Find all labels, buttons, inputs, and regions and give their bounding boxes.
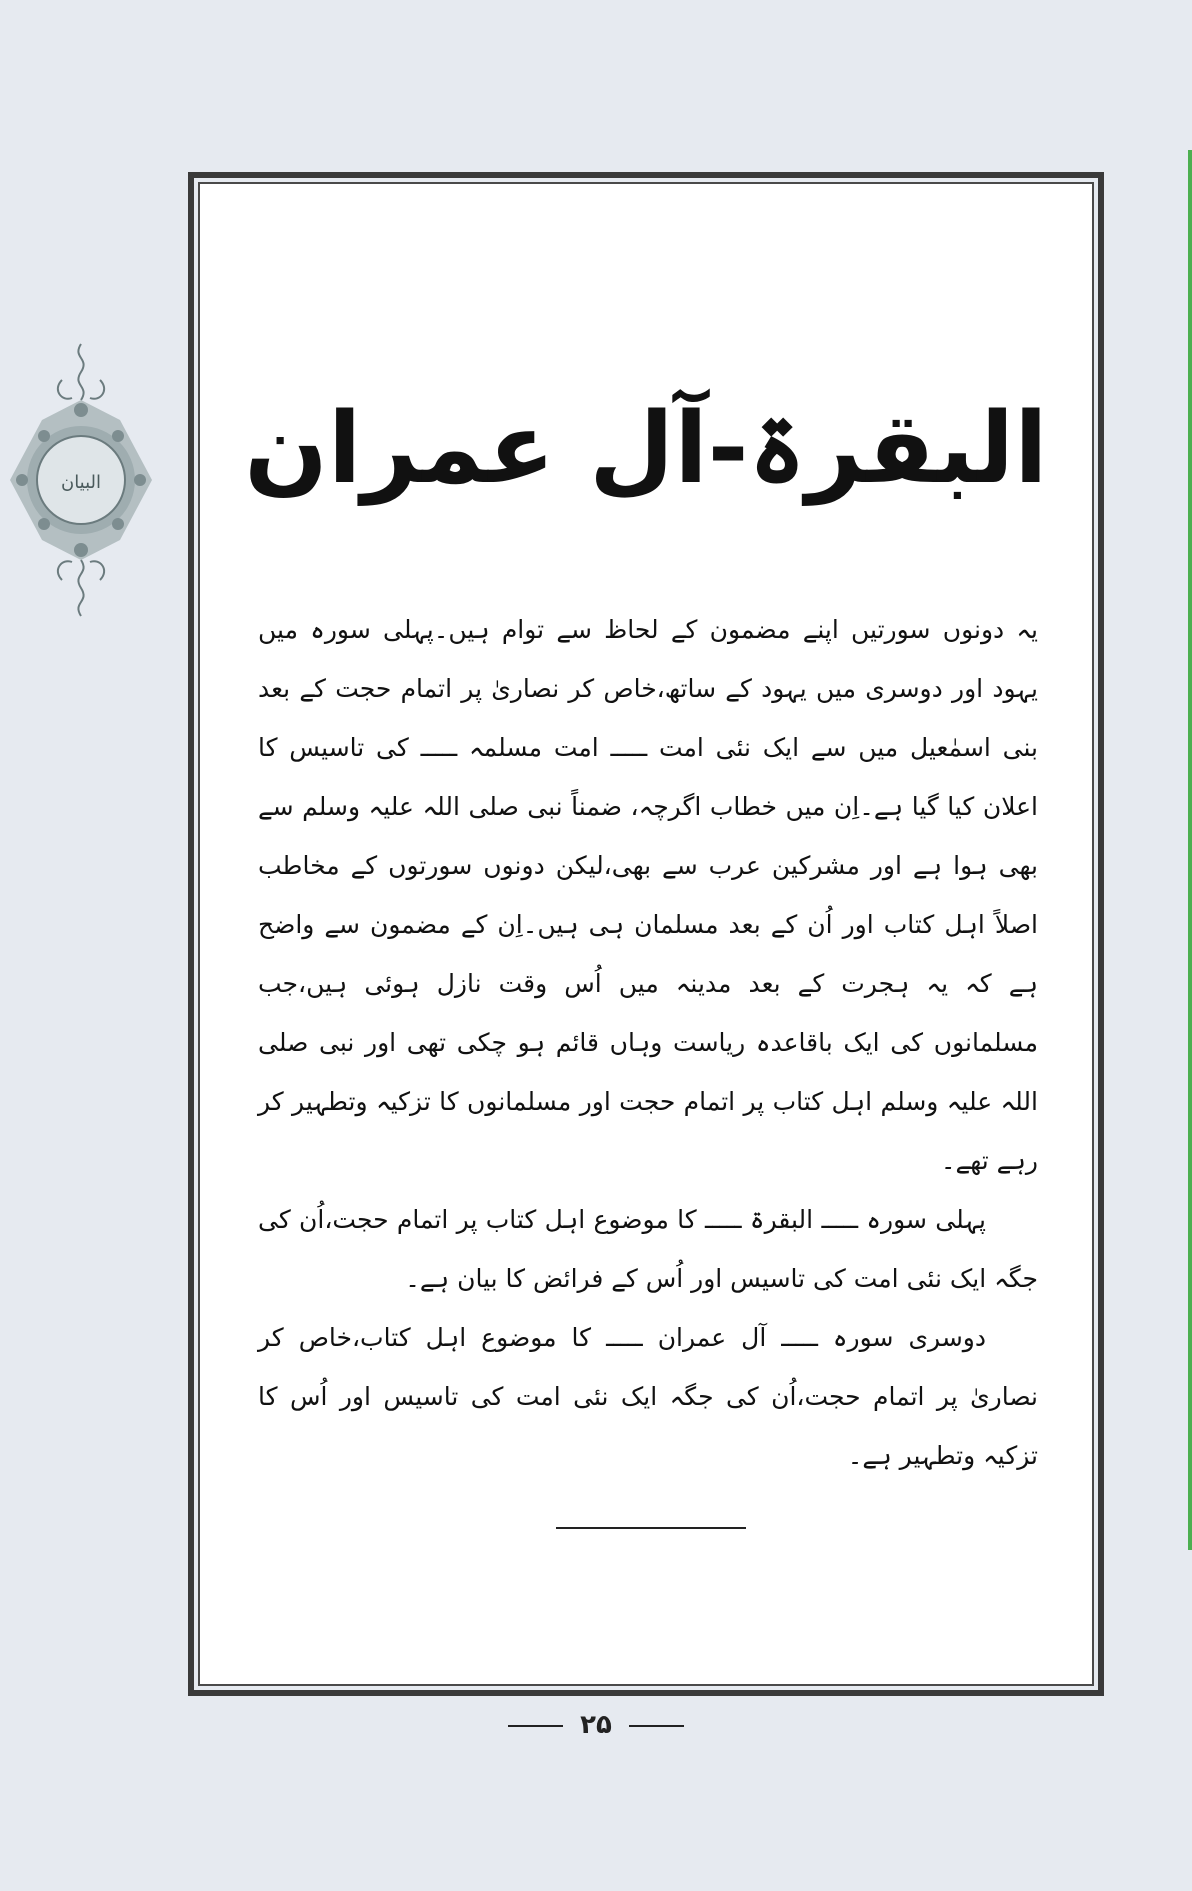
page-number-footer (0, 1710, 1192, 1740)
ornament-label: البیان (60, 472, 102, 493)
page-number-dash-left (508, 1725, 563, 1727)
page-number-dash-right (629, 1725, 684, 1727)
section-end-rule (556, 1527, 746, 1529)
paragraph-al-imran: دوسری سورہ ـــــ آل عمران ـــــ کا موضوع اہل کتاب،خاص کر نصاریٰ پر اتمام حجت،اُن کی جگہ ایک نئی امت کی تاسیس اور اُس کا تزکیہ وتطہیر ہے۔ (258, 1323, 1038, 1470)
body-text (258, 600, 1038, 1485)
page-number: ۲۵ (580, 1710, 612, 1740)
ornament-medallion-icon (2, 340, 160, 620)
paragraph-al-baqarah: پہلی سورہ ـــــ البقرۃ ـــــ کا موضوع اہل کتاب پر اتمام حجت،اُن کی جگہ ایک نئی امت کی تاسیس اور اُس کے فرائض کا بیان ہے۔ (258, 1205, 1038, 1293)
paragraph-intro: یہ دونوں سورتیں اپنے مضمون کے لحاظ سے توام ہیں۔پہلی سورہ میں یہود اور دوسری میں یہود کے ساتھ،خاص کر نصاریٰ پر اتمام حجت کے بعد بنی اسمٰعیل میں سے ایک نئی امت ـــــ امت مسلمہ ـــــ کی تاسیس کا اعلان کیا گیا ہے۔اِن میں خطاب اگرچہ، ضمناً نبی صلی اللہ علیہ وسلم سے بھی ہوا ہے اور مشرکین عرب سے بھی،لیکن دونوں سورتوں کے مخاطب اصلاً اہل کتاب اور اُن کے بعد مسلمان ہی ہیں۔اِن کے مضمون سے واضح ہے کہ یہ ہجرت کے بعد مدینہ میں اُس وقت نازل ہوئی ہیں،جب مسلمانوں کی ایک باقاعدہ ریاست وہاں قائم ہو چکی تھی اور نبی صلی اللہ علیہ وسلم اہل کتاب پر اتمام حجت اور مسلمانوں کا تزکیہ وتطہیر کر رہے تھے۔ (258, 615, 1038, 1175)
page-edge-strip (1188, 150, 1192, 1550)
chapter-title: البقرۃ-آل عمران (244, 392, 1048, 506)
